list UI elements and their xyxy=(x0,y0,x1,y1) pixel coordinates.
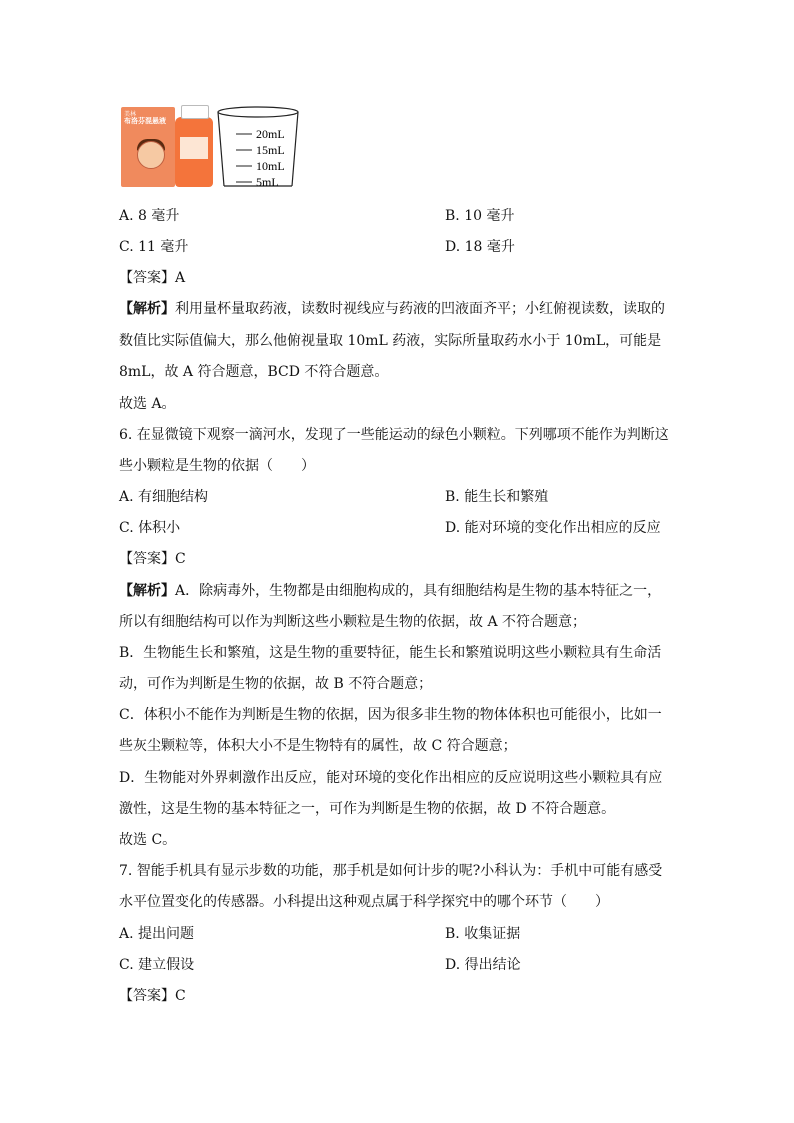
q6-option-b: B. 能生长和繁殖 xyxy=(445,489,549,505)
q7-option-b: B. 收集证据 xyxy=(445,926,521,942)
q6-option-d: D. 能对环境的变化作出相应的反应 xyxy=(445,520,661,536)
q7-stem-line: 7. 智能手机具有显示步数的功能，那手机是如何计步的呢?小科认为：手机中可能有感受 xyxy=(119,863,663,879)
q6-answer: 【答案】C xyxy=(119,551,186,567)
q5-analysis-line xyxy=(119,300,665,318)
q5-answer: 【答案】A xyxy=(119,270,186,286)
q6-analysis-line xyxy=(119,582,661,600)
q6-analysis-line: 激性，这是生物的基本特征之一，可作为判断是生物的依据，故 D 不符合题意。 xyxy=(119,801,616,817)
cup-mark-label: 10mL xyxy=(256,159,285,173)
cup-rim xyxy=(218,107,298,117)
q6-analysis-line: 所以有细胞结构可以作为判断这些小颗粒是生物的依据，故 A 不符合题意； xyxy=(119,614,587,630)
analysis-tag: 【解析】 xyxy=(119,301,175,317)
q5-analysis-line: 8mL，故 A 符合题意，BCD 不符合题意。 xyxy=(119,364,389,380)
cup-right-wall xyxy=(292,112,298,186)
q6-analysis-line: 动，可作为判断是生物的依据，故 B 不符合题意； xyxy=(119,676,433,692)
cup-left-wall xyxy=(218,112,224,186)
q5-analysis-line: 数值比实际值偏大，那么他俯视量取 10mL 药液，实际所量取药水小于 10mL，可能是 xyxy=(119,333,662,349)
q7-option-d: D. 得出结论 xyxy=(445,957,521,973)
q6-stem-line: 些小颗粒是生物的依据（ ） xyxy=(119,458,315,474)
cup-mark-label: 20mL xyxy=(256,127,285,141)
q6-option-c: C. 体积小 xyxy=(119,520,181,536)
q5-conclusion: 故选 A。 xyxy=(119,396,176,412)
analysis-text: 利用量杯量取药液，读数时视线应与药液的凹液面齐平；小红俯视读数，读取的 xyxy=(175,301,665,317)
measuring-cup-figure xyxy=(214,104,304,190)
analysis-tag: 【解析】 xyxy=(119,583,175,599)
q6-option-a: A. 有细胞结构 xyxy=(119,489,209,505)
q5-option-b: B. 10 毫升 xyxy=(445,208,515,224)
medicine-box xyxy=(121,107,175,187)
q5-option-c: C. 11 毫升 xyxy=(119,239,189,255)
q7-option-c: C. 建立假设 xyxy=(119,957,195,973)
q7-stem-line: 水平位置变化的传感器。小科提出这种观点属于科学探究中的哪个环节（ ） xyxy=(119,894,609,910)
q6-analysis-line: 些灰尘颗粒等，体积大小不是生物特有的属性，故 C 符合题意； xyxy=(119,738,517,754)
q6-analysis-line: B．生物能生长和繁殖，这是生物的重要特征，能生长和繁殖说明这些小颗粒具有生命活 xyxy=(119,645,662,661)
q5-option-d: D. 18 毫升 xyxy=(445,239,515,255)
q6-stem-line: 6. 在显微镜下观察一滴河水，发现了一些能运动的绿色小颗粒。下列哪项不能作为判断这 xyxy=(119,427,669,443)
bottle-label xyxy=(180,137,208,159)
cup-mark-label: 15mL xyxy=(256,143,285,157)
product-name: 布洛芬混悬液 xyxy=(124,117,166,125)
q7-option-a: A. 提出问题 xyxy=(119,926,195,942)
q6-conclusion: 故选 C。 xyxy=(119,832,177,848)
medicine-product-image xyxy=(121,105,213,189)
product-brand: 美林 xyxy=(124,111,137,118)
analysis-text: A．除病毒外，生物都是由细胞构成的，具有细胞结构是生物的基本特征之一， xyxy=(175,583,662,599)
cup-mark-label: 5mL xyxy=(256,175,279,189)
q6-analysis-line: D．生物能对外界刺激作出反应，能对环境的变化作出相应的反应说明这些小颗粒具有应 xyxy=(119,770,663,786)
q7-answer: 【答案】C xyxy=(119,988,186,1004)
bottle-cap xyxy=(181,105,209,119)
q6-analysis-line: C．体积小不能作为判断是生物的依据，因为很多非生物的物体体积也可能很小，比如一 xyxy=(119,707,662,723)
child-face xyxy=(137,141,165,169)
q5-option-a: A. 8 毫升 xyxy=(119,208,180,224)
